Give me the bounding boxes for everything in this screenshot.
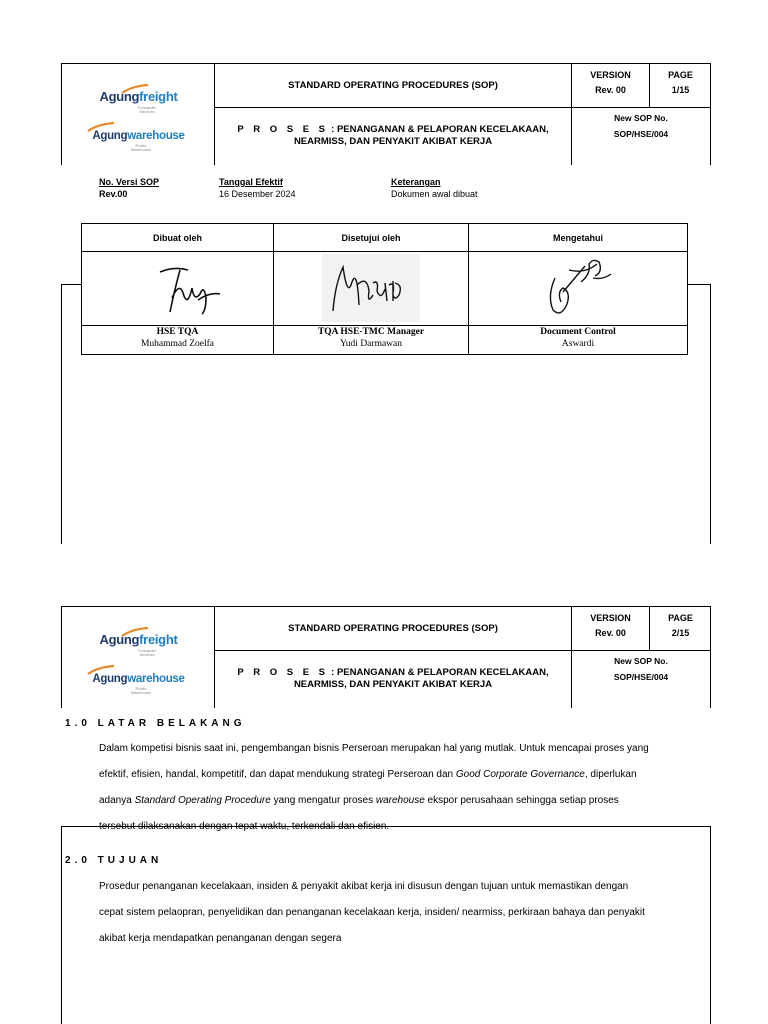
text-run: adanya <box>99 795 135 806</box>
swoosh-icon <box>120 627 150 637</box>
version-label: VERSION <box>590 70 631 80</box>
version-cell <box>572 607 650 651</box>
logo-tagline: Public Warehouse <box>130 143 152 152</box>
page-label: PAGE <box>668 70 693 80</box>
swoosh-icon <box>86 665 116 675</box>
approval-col-approved <box>274 224 469 354</box>
logo-warehouse-text: warehouse <box>127 673 185 685</box>
version-value: Rev. 00 <box>595 628 626 638</box>
agungfreight-logo <box>62 88 215 114</box>
logo-tagline: Public Warehouse <box>130 686 152 695</box>
text-run: yang mengatur proses <box>270 795 376 806</box>
text-run: Prosedur penanganan kecelakaan, insiden & penyakit akibat kerja ini disusun dengan tujuan untuk memastikan dengan <box>99 881 629 892</box>
paragraph-line <box>99 900 701 926</box>
approval-col-acknowledged <box>469 224 687 354</box>
swoosh-icon <box>86 122 116 132</box>
page-value: 1/15 <box>671 85 690 95</box>
paragraph-line <box>99 814 701 840</box>
logo-cell <box>61 63 214 165</box>
process-text-line1: : PENANGANAN & PELAPORAN KECELAKAAN, <box>328 124 549 135</box>
signer-name: Yudi Darmawan <box>340 339 402 349</box>
section-heading-objective: 2.0 TUJUAN <box>65 855 163 866</box>
process-text-line1: : PENANGANAN & PELAPORAN KECELAKAAN, <box>328 667 549 678</box>
logo-warehouse-text: warehouse <box>127 130 185 142</box>
approval-header: Disetujui oleh <box>274 224 468 252</box>
text-run: Dalam kompetisi bisnis saat ini, pengembangan bisnis Perseroan merupakan hal yang mutlak. Untuk mencapai proses yang <box>99 743 649 754</box>
process-title <box>215 124 571 148</box>
logo-agung-text: Agung <box>92 130 128 142</box>
paragraph-line <box>99 788 701 814</box>
signature-zoelfa <box>154 258 224 318</box>
logo-agung-text: Agung <box>99 632 140 647</box>
swoosh-icon <box>120 84 150 94</box>
effective-date-label: Tanggal Efektif <box>219 177 283 187</box>
sop-value: SOP/HSE/004 <box>613 672 669 682</box>
agungfreight-logo <box>62 631 215 657</box>
process-label: P R O S E S <box>237 667 329 678</box>
agungwarehouse-logo <box>62 126 215 152</box>
text-run: cepat sistem pelaopran, penyelidikan dan penanganan kecelakaan kerja, insiden/ nearmiss, perkiraan bahaya dan penyakit <box>99 907 645 918</box>
version-sop-value: Rev.00 <box>99 189 128 199</box>
approval-header: Dibuat oleh <box>82 224 273 252</box>
signature-box <box>274 252 468 326</box>
sop-label: New SOP No. <box>614 113 668 123</box>
text-run: ekspor perusahaan sehingga setiap proses <box>424 795 619 806</box>
signature-box <box>82 252 273 326</box>
text-run: , diperlukan <box>584 769 637 780</box>
page-cell <box>650 64 711 108</box>
sop-value: SOP/HSE/004 <box>613 129 669 139</box>
section-paragraph-objective <box>99 874 701 952</box>
version-sop-label: No. Versi SOP <box>99 177 160 187</box>
version-label: VERSION <box>590 613 631 623</box>
paragraph-line <box>99 762 701 788</box>
sop-label: New SOP No. <box>614 656 668 666</box>
header-title-cell <box>214 606 571 708</box>
paragraph-line <box>99 874 701 900</box>
signer-name: Muhammad Zoelfa <box>140 339 215 349</box>
approval-table <box>81 223 688 355</box>
page2-header <box>61 606 711 708</box>
approval-col-created <box>82 224 274 354</box>
signer-role: TQA HSE-TMC Manager <box>317 327 425 337</box>
section-paragraph-background <box>99 736 701 840</box>
paragraph-line <box>99 926 701 952</box>
header-meta-cell <box>571 63 711 165</box>
logo-freight-text: freight <box>139 632 178 647</box>
version-cell <box>572 64 650 108</box>
signature-box <box>469 252 687 326</box>
process-title <box>215 667 571 691</box>
page-value: 2/15 <box>671 628 690 638</box>
page1-header <box>61 63 711 165</box>
logo-tagline: Forwarder Services <box>137 105 157 114</box>
section-heading-background: 1.0 LATAR BELAKANG <box>65 718 246 729</box>
header-title-cell <box>214 63 571 165</box>
process-label: P R O S E S <box>237 124 329 135</box>
text-run-italic: Good Corporate Governance <box>455 769 585 780</box>
signature-aswardi <box>537 252 617 322</box>
signer-name: Aswardi <box>561 339 595 349</box>
sop-number-cell <box>572 651 710 685</box>
remarks-label: Keterangan <box>391 177 441 187</box>
effective-date-value: 16 Desember 2024 <box>219 189 296 199</box>
process-text-line2: NEARMISS, DAN PENYAKIT AKIBAT KERJA <box>293 679 493 690</box>
logo-tagline: Forwarder Services <box>137 648 157 657</box>
page-label: PAGE <box>668 613 693 623</box>
sop-title: STANDARD OPERATING PROCEDURES (SOP) <box>215 64 571 108</box>
version-value: Rev. 00 <box>595 85 626 95</box>
approval-header: Mengetahui <box>469 224 687 252</box>
header-meta-cell <box>571 606 711 708</box>
page-cell <box>650 607 711 651</box>
signature-darmawan <box>323 255 419 321</box>
sop-title: STANDARD OPERATING PROCEDURES (SOP) <box>215 607 571 651</box>
logo-agung-text: Agung <box>92 673 128 685</box>
text-run: efektif, efisien, handal, kompetitif, dan dapat mendukung strategi Perseroan dan <box>99 769 456 780</box>
process-text-line2: NEARMISS, DAN PENYAKIT AKIBAT KERJA <box>293 136 493 147</box>
agungwarehouse-logo <box>62 669 215 695</box>
text-run-italic: warehouse <box>375 795 425 806</box>
logo-freight-text: freight <box>139 89 178 104</box>
text-run-italic: Standard Operating Procedure <box>134 795 271 806</box>
signer-role: HSE TQA <box>156 327 199 337</box>
logo-cell <box>61 606 214 708</box>
paragraph-line <box>99 736 701 762</box>
signer-role: Document Control <box>540 327 616 337</box>
remarks-value: Dokumen awal dibuat <box>391 189 478 199</box>
text-run: akibat kerja mendapatkan penanganan dengan segera <box>99 933 342 944</box>
logo-agung-text: Agung <box>99 89 140 104</box>
sop-number-cell <box>572 108 710 142</box>
text-run: tersebut dilaksanakan dengan tepat waktu, terkendali dan efisien. <box>99 821 390 832</box>
